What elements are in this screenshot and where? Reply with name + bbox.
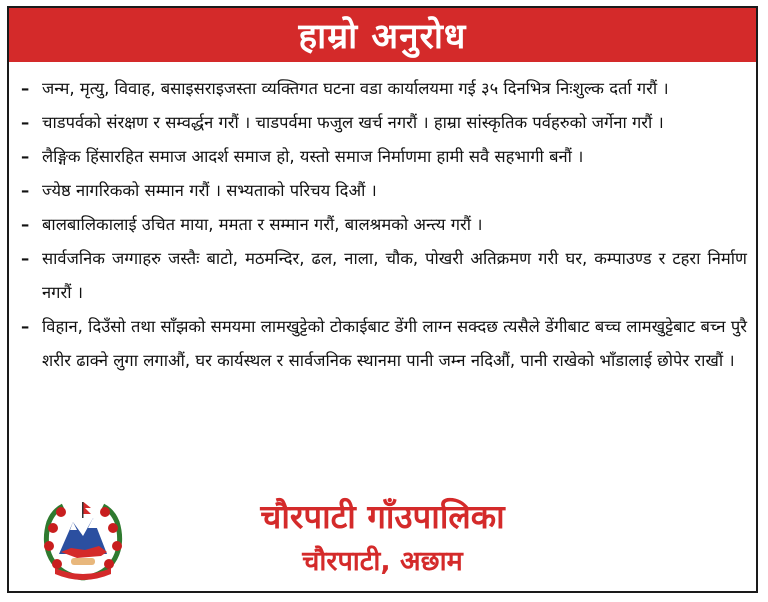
notice-list [19,72,747,378]
list-item [19,310,747,378]
organization-address: चौरपाटी, अछाम [302,546,463,577]
notice-text: बालबालिकालाई उचित माया, ममता र सम्मान गरौं, बालश्रमको अन्त्य गरौं । [42,215,483,234]
notice-text: चाडपर्वको संरक्षण र सम्वर्द्धन गरौं । चाडपर्वमा फजुल खर्च नगरौं । हाम्रा सांस्कृतिक पर्वहरुको जर्गेना गरौं । [42,113,664,132]
organization-name: चौरपाटी गाँउपालिका [260,497,505,536]
list-item [19,174,747,208]
notice-text: ज्येष्ठ नागरिकको सम्मान गरौं । सभ्यताको परिचय दिऔं । [42,181,377,200]
list-item [19,106,747,140]
bullet-icon: – [21,79,30,98]
list-item [19,140,747,174]
bullet-icon: – [21,317,30,336]
page-title: हाम्रो अनुरोध [298,16,467,57]
notice-text: सार्वजनिक जग्गाहरु जस्तैः बाटो, मठमन्दिर, ढल, नाला, चौक, पोखरी अतिक्रमण गरी घर, कम्पाउण्ड र टहरा निर्माण नगरौं । [42,249,747,302]
footer [9,491,756,591]
list-item [19,208,747,242]
list-item [19,242,747,310]
notice-text: जन्म, मृत्यु, विवाह, बसाइसराइजस्ता व्यक्तिगत घटना वडा कार्यालयमा गई ३५ दिनभित्र निःशुल्क दर्ता गरौं । [42,79,669,98]
notice-text: विहान, दिउँसो तथा साँझको समयमा लामखुट्टेको टोकाईबाट डेंगी लाग्न सक्दछ त्यसैले डेंगीबाट बच्च लामखुट्टेबाट बच्न पुरै शरीर ढाक्ने लुगा लगाऔं, घर कार्यस्थल र सार्वजनिक स्थानमा पानी जम्न नदिऔं, पानी राखेको भाँडालाई छोपेर राखौं । [42,317,747,370]
bullet-icon: – [21,147,30,166]
bullet-icon: – [21,113,30,132]
header-banner [9,8,756,62]
list-item [19,72,747,106]
bullet-icon: – [21,181,30,200]
notice-text: लैङ्गिक हिंसारहित समाज आदर्श समाज हो, यस्तो समाज निर्माणमा हामी सवै सहभागी बनौं । [42,147,584,166]
bullet-icon: – [21,215,30,234]
notice-board [7,6,758,593]
bullet-icon: – [21,249,30,268]
